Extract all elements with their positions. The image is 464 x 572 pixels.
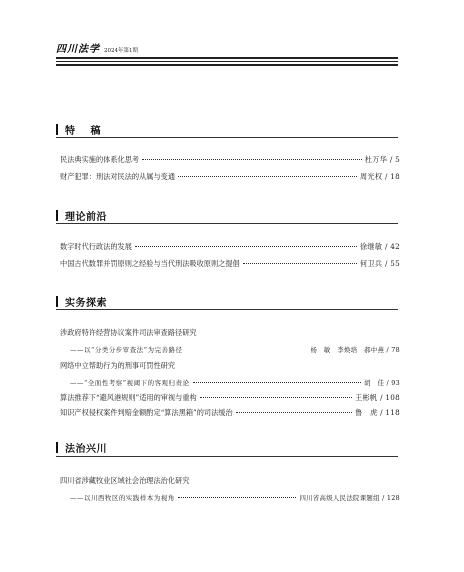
article-title: 财产犯罪：刑法对民法的从属与变通	[60, 172, 176, 181]
journal-logo: 四川法学	[56, 44, 100, 55]
article-title: 知识产权侵权案件判赔金额酌定“算法黑箱”的司法缓治	[60, 408, 233, 417]
article-author-page: 杨 敏 李焕培 郝中燕 / 78	[310, 346, 400, 354]
section-title: 理论前沿	[65, 212, 107, 223]
toc-entry-subtitle[interactable]	[70, 378, 400, 388]
leader-dots	[200, 397, 352, 398]
article-title: 网络中立帮助行为的刑事可罚性研究	[60, 361, 176, 370]
toc-entry-subtitle[interactable]	[70, 493, 400, 503]
leader-dots	[236, 412, 352, 413]
section-title: 特 稿	[65, 126, 107, 137]
toc-entry[interactable]	[60, 242, 400, 252]
toc-entry[interactable]	[60, 328, 400, 338]
article-subtitle: ——以川西牧区的实践样本为视角	[70, 494, 175, 502]
leader-dots	[178, 497, 297, 498]
article-author-page: 徐继敏 / 42	[359, 242, 400, 251]
section-title: 法治兴川	[65, 444, 107, 455]
toc-entry[interactable]	[60, 361, 400, 371]
leader-dots	[193, 382, 361, 383]
section-title: 实务探索	[65, 298, 107, 309]
section-rule	[56, 309, 398, 310]
article-author-page: 杜万华 / 5	[364, 155, 400, 164]
header-rule	[56, 57, 398, 59]
article-subtitle: ——以“分类分步审查法”为完善路径	[70, 346, 183, 354]
header-rule	[56, 61, 398, 62]
article-title: 民法典实施的体系化思考	[60, 155, 140, 164]
toc-entry[interactable]	[60, 155, 400, 165]
section-marker	[56, 442, 58, 453]
section-header	[56, 122, 106, 137]
leader-dots	[178, 176, 357, 177]
toc-entry-subtitle[interactable]	[70, 345, 400, 355]
toc-entry[interactable]	[60, 259, 400, 269]
article-author-page: 鲁 虎 / 118	[355, 408, 400, 417]
masthead	[56, 40, 138, 55]
issue-label: 2024年第1期	[104, 48, 138, 54]
section-marker	[56, 210, 58, 221]
article-title: 数字时代行政法的发展	[60, 242, 132, 251]
article-author-page: 何卫兵 / 55	[359, 259, 400, 268]
section-header	[56, 208, 107, 223]
leader-dots	[135, 246, 357, 247]
toc-entry[interactable]	[60, 393, 400, 403]
section-rule	[56, 223, 398, 224]
article-author-page: 周光权 / 18	[359, 172, 400, 181]
leader-dots	[243, 263, 357, 264]
article-title: 涉政府特许经营协议案件司法审查路径研究	[60, 328, 197, 337]
toc-entry[interactable]	[60, 172, 400, 182]
toc-entry[interactable]	[60, 476, 400, 486]
section-header	[56, 440, 107, 455]
leader-dots	[142, 159, 362, 160]
article-subtitle: ——“全面性考察”视阈下的客观归责论	[70, 379, 190, 387]
toc-entry[interactable]	[60, 408, 400, 418]
article-title: 算法推荐下“避风港规则”适用的审视与重构	[60, 393, 197, 402]
header-rule	[56, 64, 398, 66]
article-title: 中国古代数罪并罚原则之经验与当代刑法吸收原则之提倡	[60, 259, 240, 268]
article-title: 四川省涉藏牧业区域社会治理法治化研究	[60, 476, 190, 485]
section-rule	[56, 137, 398, 138]
article-author-page: 胡 佳 / 93	[364, 379, 400, 387]
section-marker	[56, 124, 58, 135]
article-author-page: 四川省高级人民法院课题组 / 128	[299, 494, 400, 502]
section-header	[56, 294, 107, 309]
section-rule	[56, 456, 398, 457]
article-author-page: 王彬帆 / 108	[355, 393, 400, 402]
section-marker	[56, 296, 58, 307]
